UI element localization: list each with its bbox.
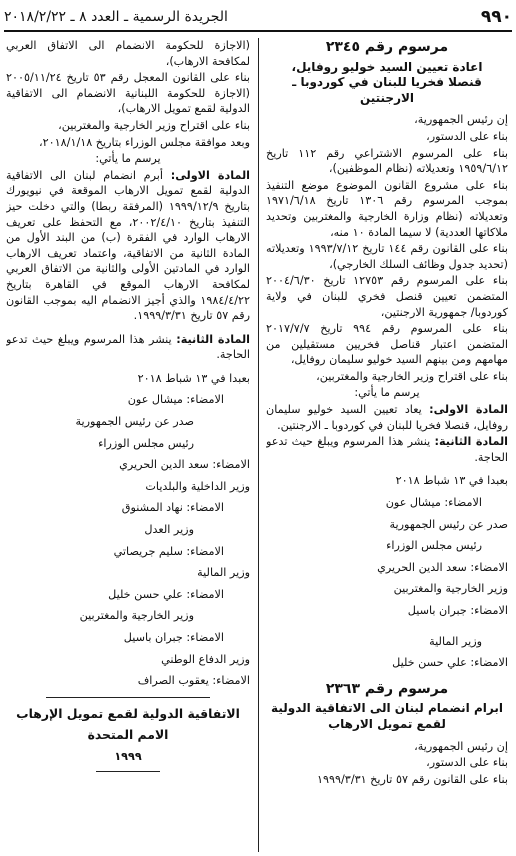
minister-title: وزير الدفاع الوطني [161,652,250,666]
article-text: ينشر هذا المرسوم ويبلغ حيث تدعو الحاجة. [266,435,508,464]
issued-by: صدر عن رئيس الجمهورية [75,415,194,429]
separator [46,697,210,698]
signature: الامضاء: سليم جريصاتي [113,544,224,558]
decree-2363-title: مرسوم رقم ٢٣٦٣ [325,680,449,697]
minister-title: وزير الخارجية والمغتربين [393,582,508,596]
article-label: المادة الاولى: [429,403,508,417]
separator [96,771,160,772]
decree-2345-subtitle-line2: قنصلا فخريا للبنان في كوردوبا ـ الارجنتين [292,75,482,105]
paragraph: يرسم ما يأتي: [354,386,420,400]
signature: الامضاء: سعد الدين الحريري [377,560,508,574]
header-rule [4,30,512,32]
minister-title: وزير العدل [144,523,194,537]
paragraph: بناء على اقتراح وزير الخارجية والمغتربين، [316,369,508,383]
paragraph: بناء على القانون رقم ١٤٤ تاريخ ١٩٩٣/٧/١٢ وتعديلاته (تحديد جدول وظائف السلك الخارجي)، [266,242,508,271]
convention-year: ١٩٩٩ [114,749,142,763]
article-label: المادة الثانية: [434,435,508,449]
paragraph: بناء على القانون رقم ٥٧ تاريخ ١٩٩٩/٣/٣١ [317,772,508,786]
issued-by: صدر عن رئيس الجمهورية [389,517,508,531]
paragraph: بناء على القانون المعجل رقم ٥٣ تاريخ ٢٠٠٥/١١/٢٤ (الاجازة للحكومة اللبنانية الانضمام الى الاتفاقية الدولية لقمع تمويل الارهاب)، [6,71,250,116]
paragraph: بناء على الدستور، [426,129,508,143]
article-text: يعاد تعيين السيد خوليو سليمان روفايل، قنصلا فخريا للبنان في كوردوبا ـ الارجنتين. [266,403,508,432]
article-text: ينشر هذا المرسوم ويبلغ حيث تدعو الحاجة. [6,332,250,362]
signature: الامضاء: جبران باسيل [407,604,508,617]
decree-2345-subtitle-line1: اعادة تعيين السيد خوليو روفايل، [291,59,483,74]
minister-title: رئيس مجلس الوزراء [98,436,194,450]
minister-title: رئيس مجلس الوزراء [386,539,482,553]
decree-2345-subtitle [266,60,508,107]
paragraph: إن رئيس الجمهورية، [414,739,508,753]
paragraph: يرسم ما يأتي: [95,152,161,166]
column-divider [258,38,259,852]
decree-2363-subtitle-line2: لقمع تمويل الارهاب [328,716,446,731]
decree-2345-title: مرسوم رقم ٢٣٤٥ [325,39,449,55]
right-column [266,38,508,852]
paragraph: بناء على اقتراح وزير الخارجية والمغتربين، [58,118,250,132]
signature: الامضاء: ميشال عون [385,496,482,510]
paragraph: بناء على مشروع القانون الموضوع موضع التنفيذ بموجب المرسوم رقم ١٣٠٦ تاريخ ١٩٧١/٦/١٨ وتعديلاته (نظام وزارة الخارجية والمغتربين وتحديد ملاكاتها العددية) لا سيما المادة ١٠ منه، [266,178,508,239]
paragraph: بناء على المرسوم رقم ٩٩٤ تاريخ ٢٠١٧/٧/٧ المتضمن اعتبار قناصل فخريين مستقيلين من مهامهم ومن بينهم السيد خوليو سليمان روفايل، [266,322,508,367]
article-label: المادة الثانية: [176,332,250,346]
paragraph: بناء على المرسوم رقم ١٢٧٥٣ تاريخ ٢٠٠٤/٦/٣٠ المتضمن تعيين قنصل فخري للبنان في ولاية كوردوبا/ جمهورية الارجنتين، [266,274,508,319]
convention-title: الاتفاقية الدولية لقمع تمويل الإرهاب [16,705,240,721]
paragraph: إن رئيس الجمهورية، [414,113,508,127]
page-header [4,6,512,28]
signature: الامضاء: يعقوب الصراف [137,674,250,688]
decree-2363-subtitle [266,701,508,732]
paragraph: وبعد موافقة مجلس الوزراء بتاريخ ٢٠١٨/١/١٨، [39,135,250,149]
article-1 [6,168,250,324]
minister-title: وزير الخارجية والمغتربين [79,609,194,623]
left-column [6,38,250,852]
page-number: ٩٩٠ [480,7,512,27]
paragraph: بناء على الدستور، [426,756,508,770]
signing-date: بعبدا في ١٣ شباط ٢٠١٨ [137,371,250,385]
article-text: أبرم انضمام لبنان الى الاتفاقية الدولية لقمع تمويل الارهاب الموقعة في نيويورك بتاريخ ١٩٩٩/١٢/٩ (المرفقة ربطا) والتي دخلت حيز التنفيذ بتاريخ ٢٠٠٢/٤/١٠، مع التحفظ على تعريف الارهاب الوارد في الفقرة (ب) من البند الأول من المادة الثانية من الاتفاقية، واعتماد تعريف الارهاب الوارد في المادتين الأولى والثانية من الاتفاق العربي لمكافحة الارهاب الموقع في القاهرة بتاريخ ١٩٨٤/٤/٢٢ والذي أجيز الانضمام اليه بموجب القانون رقم ٥٧ تاريخ ١٩٩٩/٣/٣١. [6,168,250,323]
article-2 [266,434,508,465]
article-label: المادة الاولى: [170,168,250,182]
minister-title: وزير المالية [197,566,250,580]
signature: الامضاء: علي حسن خليل [392,656,508,670]
signature: الامضاء: ميشال عون [127,393,224,407]
paragraph: بناء على المرسوم الاشتراعي رقم ١١٢ تاريخ ١٩٥٩/٦/١٢ وتعديلاته (نظام الموظفين)، [266,146,508,176]
minister-title: وزير المالية [429,634,482,648]
un-label: الامم المتحدة [87,727,169,743]
minister-title: وزير الداخلية والبلديات [145,479,250,493]
paragraph: (الاجازة للحكومة الانضمام الى الاتفاق العربي لمكافحة الارهاب)، [6,39,250,68]
article-1 [266,402,508,433]
journal-title: الجريدة الرسمية ـ العدد ٨ ـ ٢٠١٨/٢/٢٢ [4,9,228,25]
signing-date: بعبدا في ١٣ شباط ٢٠١٨ [395,474,508,488]
signature: الامضاء: علي حسن خليل [108,587,224,601]
signature: الامضاء: جبران باسيل [123,631,224,644]
signature: الامضاء: سعد الدين الحريري [119,458,250,472]
signature: الامضاء: نهاد المشنوق [121,501,224,515]
decree-2363-subtitle-line1: ابرام انضمام لبنان الى الاتفاقية الدولية [271,701,503,716]
article-2 [6,332,250,363]
